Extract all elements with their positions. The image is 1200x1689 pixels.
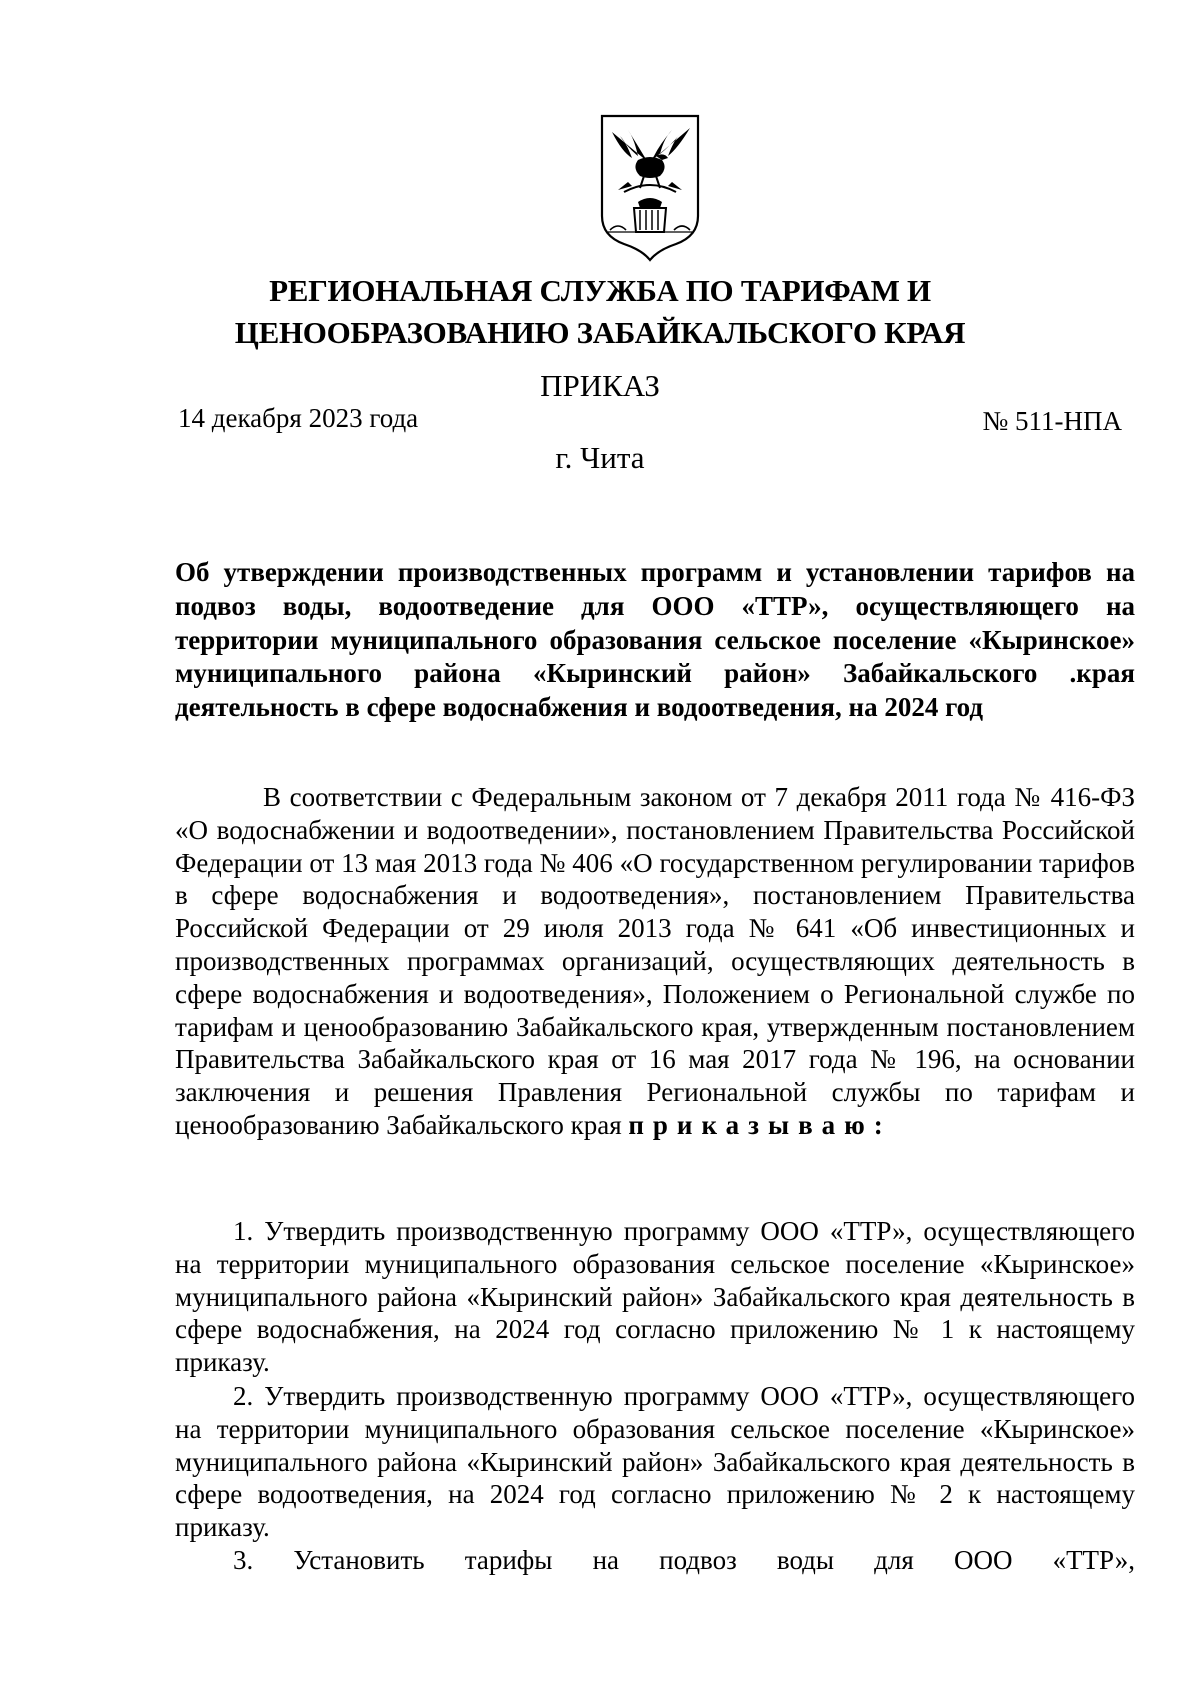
document-subject: Об утверждении производственных программ и установлении тарифов на подвоз воды, водоотведение для ООО «ТТР», осуществляющего на территории муниципального образования сельское поселение «Кыринское» муниципального района «Кыринский район» Забайкальского .края деятельность в сфере водоснабжения и водоотведения, на 2024 год [175, 557, 1135, 723]
document-number: № 511-НПА [982, 406, 1122, 436]
order-word: приказываю: [628, 1109, 892, 1140]
organization-title-line-1: РЕГИОНАЛЬНАЯ СЛУЖБА ПО ТАРИФАМ И [269, 273, 931, 308]
preamble-text: В соответствии с Федеральным законом от 7 декабря 2011 года № 416-ФЗ «О водоснабжении и водоотведении», постановлением Правительства Российской Федерации от 13 мая 2013 года № 406 «О государственном регулировании тарифов в сфере водоснабжения и водоотведения», постановлением Правительства Российской Федерации от 29 июля 2013 года № 641 «Об инвестиционных и производственных программах организаций, осуществляющих деятельность в сфере водоснабжения и водоотведения», Положением о Региональной службе по тарифам и ценообразованию Забайкальского края, утвержденным постановлением Правительства Забайкальского края от 16 мая 2017 года № 196, на основании заключения и решения Правления Региональной службы по тарифам и ценообразованию Забайкальского края [175, 782, 1135, 1140]
coat-of-arms-emblem [598, 112, 702, 262]
organization-title [150, 270, 1050, 354]
preamble-paragraph [175, 781, 1135, 1142]
organization-title-line-2: ЦЕНООБРАЗОВАНИЮ ЗАБАЙКАЛЬСКОГО КРАЯ [234, 315, 966, 350]
order-item-3: 3. Установить тарифы на подвоз воды для ООО «ТТР», [233, 1545, 1135, 1575]
document-city: г. Чита [555, 440, 645, 475]
order-item-1: 1. Утвердить производственную программу ООО «ТТР», осуществляющего на территории муниципального образования сельское поселение «Кыринское» муниципального района «Кыринский район» Забайкальского края деятельность в сфере водоснабжения, на 2024 год согласно приложению № 1 к настоящему приказу. [175, 1216, 1135, 1378]
document-date: 14 декабря 2023 года [178, 403, 419, 433]
order-item-2: 2. Утвердить производственную программу ООО «ТТР», осуществляющего на территории муниципального образования сельское поселение «Кыринское» муниципального района «Кыринский район» Забайкальского края деятельность в сфере водоотведения, на 2024 год согласно приложению № 2 к настоящему приказу. [175, 1381, 1135, 1543]
document-type: ПРИКАЗ [540, 368, 660, 403]
